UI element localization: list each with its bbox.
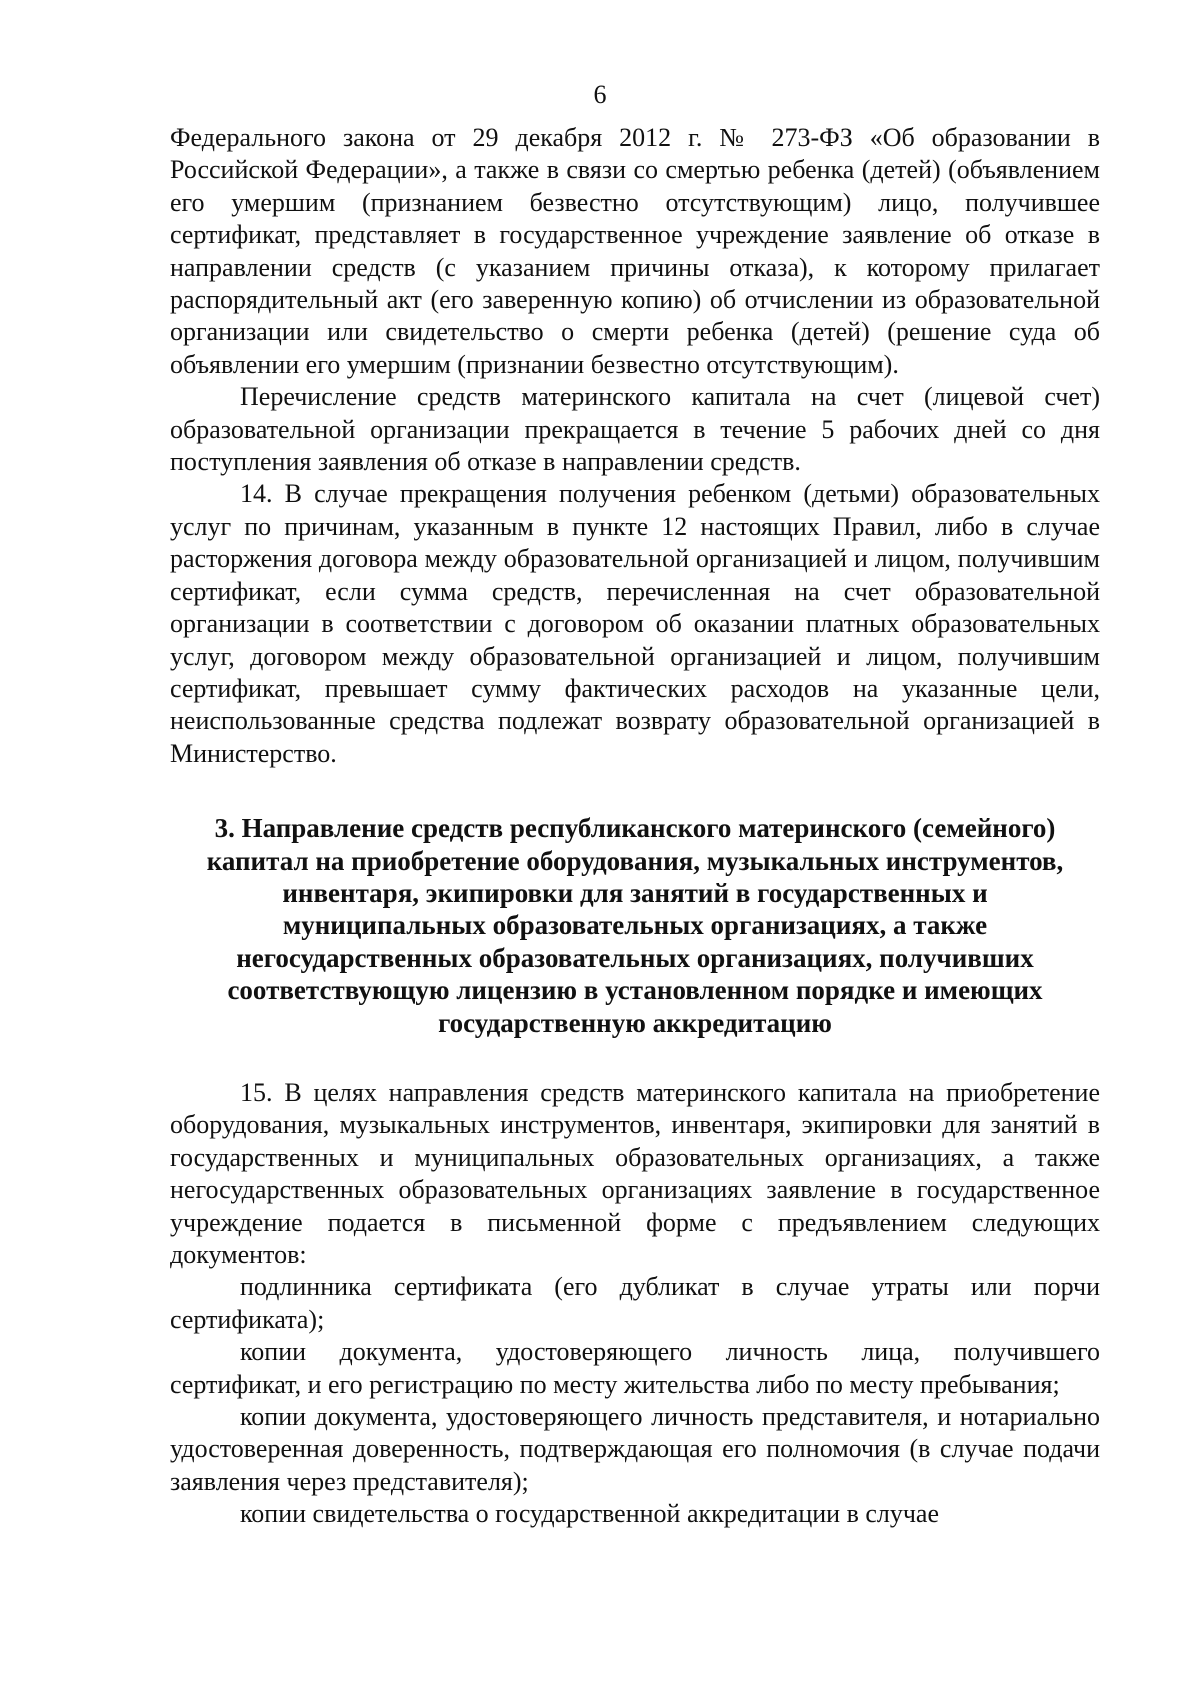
list-item-representative-document: копии документа, удостоверяющего личность представителя, и нотариально удостоверенная доверенность, подтверждающая его полномочия (в случае подачи заявления через представителя);	[170, 1402, 1100, 1496]
section-heading: 3. Направление средств республиканского материнского (семейного) капитал на приобретение оборудования, музыкальных инструментов, инвентаря, экипировки для занятий в государственных и муниципальных образовательных организациях, а также негосударственных образовательных организациях, получивших соответствующую лицензию в установленном порядке и имеющих государственную аккредитацию	[206, 813, 1064, 1038]
list-item-identity-document: копии документа, удостоверяющего личность лица, получившего сертификат, и его регистрацию по месту жительства либо по месту пребывания;	[170, 1337, 1100, 1399]
page-number: 6	[593, 80, 607, 109]
list-item-accreditation-certificate: копии свидетельства о государственной аккредитации в случае	[240, 1499, 940, 1529]
list-item-certificate-original: подлинника сертификата (его дубликат в случае утраты или порчи сертификата);	[170, 1272, 1100, 1334]
paragraph-continuation: Федерального закона от 29 декабря 2012 г. № 273-ФЗ «Об образовании в Российской Федерации», а также в связи со смертью ребенка (детей) (объявлением его умершим (признанием безвестно отсутствующим) лицо, получившее сертификат, представляет в государственное учреждение заявление об отказе в направлении средств (с указанием причины отказа), к которому прилагает распорядительный акт (его заверенную копию) об отчислении из образовательной организации или свидетельство о смерти ребенка (детей) (решение суда об объявлении его умершим (признании безвестно отсутствующим).	[170, 123, 1100, 379]
paragraph-transfer-termination: Перечисление средств материнского капитала на счет (лицевой счет) образовательной организации прекращается в течение 5 рабочих дней со дня поступления заявления об отказе в направлении средств.	[170, 382, 1100, 477]
paragraph-clause-15: 15. В целях направления средств материнского капитала на приобретение оборудования, музыкальных инструментов, инвентаря, экипировки для занятий в государственных и муниципальных образовательных организациях, а также негосударственных образовательных организациях заявление в государственное учреждение подается в письменной форме с предъявлением следующих документов:	[170, 1077, 1100, 1269]
document-body	[170, 122, 1100, 1531]
paragraph-clause-14: 14. В случае прекращения получения ребенком (детьми) образовательных услуг по причинам, указанным в пункте 12 настоящих Правил, либо в случае расторжения договора между образовательной организацией и лицом, получившим сертификат, если сумма средств, перечисленная на счет образовательной организации в соответствии с договором об оказании платных образовательных услуг, договором между образовательной организацией и лицом, получившим сертификат, превышает сумму фактических расходов на указанные цели, неиспользованные средства подлежат возврату образовательной организацией в Министерство.	[170, 479, 1100, 768]
